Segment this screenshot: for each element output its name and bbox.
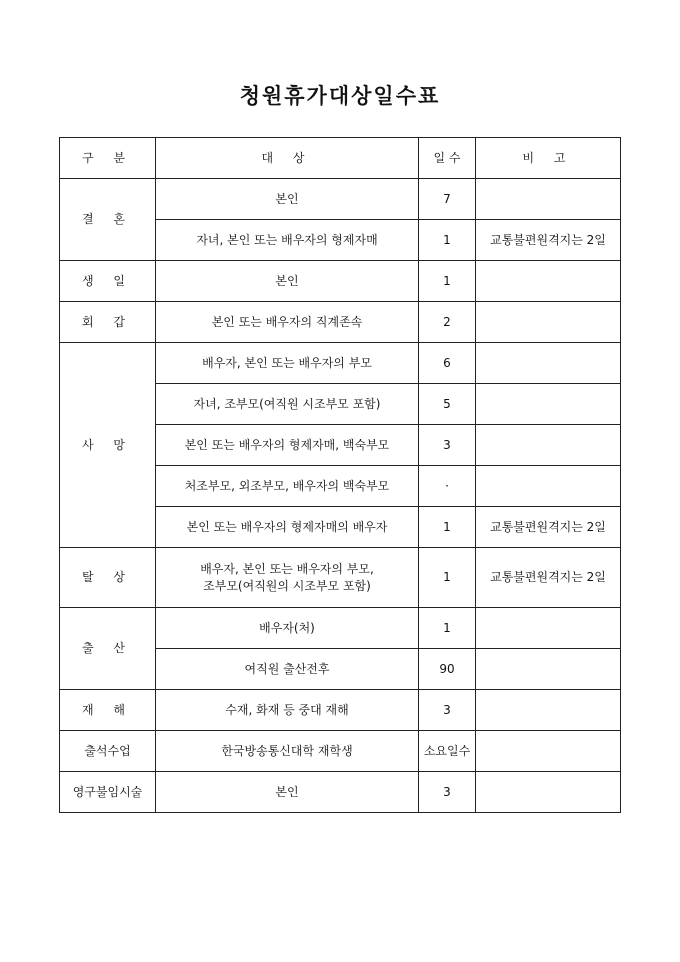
category-cell: 회 갑 xyxy=(60,302,156,343)
target-cell: 본인 또는 배우자의 형제자매, 백숙부모 xyxy=(156,425,419,466)
category-cell: 재 해 xyxy=(60,690,156,731)
note-cell xyxy=(476,343,621,384)
target-cell: 한국방송통신대학 재학생 xyxy=(156,731,419,772)
days-cell: 3 xyxy=(419,425,476,466)
target-cell: 배우자(처) xyxy=(156,608,419,649)
target-cell: 본인 xyxy=(156,772,419,813)
days-cell: 1 xyxy=(419,608,476,649)
table-row xyxy=(60,772,621,813)
note-cell: 교통불편원격지는 2일 xyxy=(476,548,621,608)
target-cell: 배우자, 본인 또는 배우자의 부모 xyxy=(156,343,419,384)
note-cell xyxy=(476,772,621,813)
days-cell: 3 xyxy=(419,772,476,813)
days-cell: 2 xyxy=(419,302,476,343)
target-cell: 본인 xyxy=(156,179,419,220)
note-cell xyxy=(476,649,621,690)
days-cell: 3 xyxy=(419,690,476,731)
target-cell: 수재, 화재 등 중대 재해 xyxy=(156,690,419,731)
header-category: 구 분 xyxy=(60,138,156,179)
days-cell: 6 xyxy=(419,343,476,384)
days-cell: 90 xyxy=(419,649,476,690)
note-cell xyxy=(476,302,621,343)
category-cell: 결 혼 xyxy=(60,179,156,261)
days-cell: · xyxy=(419,466,476,507)
days-cell: 1 xyxy=(419,261,476,302)
category-cell: 사 망 xyxy=(60,343,156,548)
note-cell xyxy=(476,384,621,425)
note-cell xyxy=(476,425,621,466)
table-row xyxy=(60,179,621,220)
note-cell xyxy=(476,179,621,220)
target-line: 배우자, 본인 또는 배우자의 부모, xyxy=(200,561,374,576)
table-row xyxy=(60,548,621,608)
days-cell: 1 xyxy=(419,548,476,608)
target-line: 조부모(여직원의 시조부모 포함) xyxy=(203,578,371,593)
table-row xyxy=(60,690,621,731)
table-row xyxy=(60,343,621,384)
table-row xyxy=(60,731,621,772)
category-cell: 생 일 xyxy=(60,261,156,302)
days-cell: 5 xyxy=(419,384,476,425)
note-cell xyxy=(476,690,621,731)
days-cell: 7 xyxy=(419,179,476,220)
table-header-row xyxy=(60,138,621,179)
target-cell: 본인 xyxy=(156,261,419,302)
target-cell: 여직원 출산전후 xyxy=(156,649,419,690)
header-target: 대 상 xyxy=(156,138,419,179)
days-cell: 소요일수 xyxy=(419,731,476,772)
category-cell: 출석수업 xyxy=(60,731,156,772)
category-cell: 출 산 xyxy=(60,608,156,690)
table-row xyxy=(60,302,621,343)
note-cell: 교통불편원격지는 2일 xyxy=(476,507,621,548)
note-cell: 교통불편원격지는 2일 xyxy=(476,220,621,261)
table-row xyxy=(60,261,621,302)
document-title: 청원휴가대상일수표 xyxy=(239,83,441,108)
note-cell xyxy=(476,261,621,302)
target-cell: 본인 또는 배우자의 직계존속 xyxy=(156,302,419,343)
leave-days-table xyxy=(59,137,621,813)
target-cell: 본인 또는 배우자의 형제자매의 배우자 xyxy=(156,507,419,548)
note-cell xyxy=(476,466,621,507)
days-cell: 1 xyxy=(419,507,476,548)
category-cell: 탈 상 xyxy=(60,548,156,608)
header-note: 비 고 xyxy=(476,138,621,179)
note-cell xyxy=(476,731,621,772)
table-row xyxy=(60,608,621,649)
category-cell: 영구불임시술 xyxy=(60,772,156,813)
days-cell: 1 xyxy=(419,220,476,261)
target-cell: 처조부모, 외조부모, 배우자의 백숙부모 xyxy=(156,466,419,507)
target-cell: 자녀, 조부모(여직원 시조부모 포함) xyxy=(156,384,419,425)
note-cell xyxy=(476,608,621,649)
target-cell: 자녀, 본인 또는 배우자의 형제자매 xyxy=(156,220,419,261)
header-days: 일 수 xyxy=(419,138,476,179)
target-cell xyxy=(156,548,419,608)
